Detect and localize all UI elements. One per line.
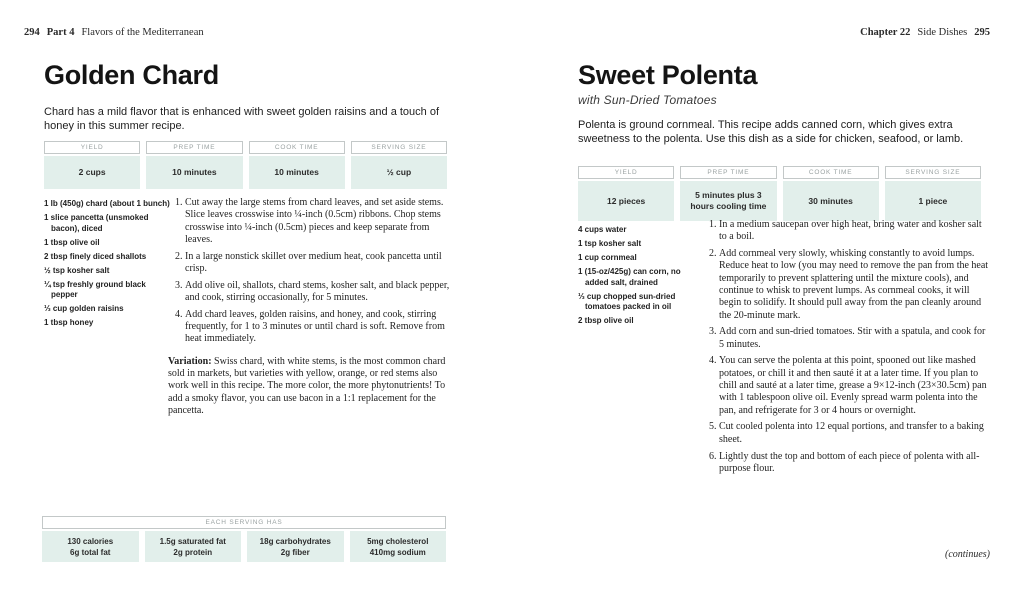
instructions-list-left	[168, 197, 456, 346]
recipe-subtitle: with Sun-Dried Tomatoes	[578, 93, 717, 107]
nutrition-value-1: 130 calories	[67, 536, 114, 546]
nutrition-value-2: 2g protein	[173, 547, 213, 557]
ingredient-item: 2 tbsp olive oil	[578, 316, 634, 325]
recipe-intro-left: Chard has a mild flavor that is enhanced with sweet golden raisins and a touch of honey in this summer recipe.	[44, 106, 440, 132]
nutrition-value-2: 410mg sodium	[369, 547, 426, 557]
info-box-label: SERVING SIZE	[885, 166, 981, 179]
nutrition-cell	[42, 531, 139, 562]
running-head-left	[24, 27, 204, 38]
nutrition-cells	[42, 531, 446, 562]
nutrition-value-2: 2g fiber	[280, 547, 310, 557]
recipe-title-golden-chard: Golden Chard	[44, 60, 219, 90]
instruction-step: 3. Add corn and sun-dried tomatoes. Stir with a spatula, and cook for 5 minutes.	[719, 326, 990, 351]
ingredient-item: 1 lb (450g) chard (about 1 bunch)	[44, 199, 170, 208]
instruction-step: 2. Add cornmeal very slowly, whisking constantly to avoid lumps. Reduce heat to low (you may need to remove the pan from the heat temporarily to prevent splattering until the mixture cools), and continue to whisk to prevent lumps. As cornmeal cooks, it will begin to solidify. It should pull away from the pan cleanly around the 20-minute mark.	[719, 248, 990, 322]
ingredient-item: 1 tbsp olive oil	[44, 237, 100, 247]
ingredient-item: ⅓ cup chopped sun-dried tomatoes packed in oil	[578, 291, 676, 311]
nutrition-value-1: 18g carbohydrates	[259, 536, 331, 546]
nutrition-cell	[145, 531, 242, 562]
ingredient-item: 1 tbsp honey	[44, 318, 94, 327]
info-box-value: 10 minutes	[249, 156, 345, 189]
instructions-left	[168, 197, 456, 417]
instructions-right	[702, 219, 990, 480]
variation-label: Variation:	[168, 355, 212, 367]
info-box	[578, 166, 674, 221]
ingredient-item: 1 tsp kosher salt	[578, 239, 642, 248]
info-box	[44, 141, 140, 189]
nutrition-cell	[247, 531, 344, 562]
info-box	[351, 141, 447, 189]
running-head-right	[860, 27, 990, 38]
info-box	[885, 166, 981, 221]
info-box-value: 5 minutes plus 3 hours cooling time	[680, 181, 776, 221]
info-box	[249, 141, 345, 189]
info-box-value: ½ cup	[351, 156, 447, 189]
chapter-label: Chapter 22	[860, 27, 911, 38]
recipe-title-text: Sweet Polenta	[578, 60, 758, 90]
nutrition-panel	[42, 516, 446, 562]
ingredients-list-right	[578, 225, 704, 330]
info-box	[783, 166, 879, 221]
nutrition-value-1: 1.5g saturated fat	[159, 536, 226, 546]
recipe-title-sweet-polenta	[578, 60, 757, 107]
nutrition-value-2: 6g total fat	[70, 547, 111, 557]
variation-note	[168, 356, 456, 417]
recipe-intro-right: Polenta is ground cornmeal. This recipe adds canned corn, which gives extra sweetness to the polenta. Use this dish as a side for chicken, seafood, or lamb.	[578, 119, 964, 145]
page-number-left: 294	[24, 27, 40, 38]
ingredient-item: ½ tsp kosher salt	[44, 265, 110, 275]
continues-marker: (continues)	[945, 549, 990, 560]
info-box-label: COOK TIME	[783, 166, 879, 179]
ingredient-item: ¼ tsp freshly ground black pepper	[44, 279, 146, 299]
nutrition-cell	[350, 531, 447, 562]
nutrition-header: EACH SERVING HAS	[42, 516, 446, 529]
ingredient-item: 2 tbsp finely diced shallots	[44, 251, 147, 261]
instruction-step: 5. Cut cooled polenta into 12 equal portions, and transfer to a baking sheet.	[719, 421, 990, 446]
ingredient-item: 4 cups water	[578, 225, 627, 234]
ingredient-item: ⅓ cup golden raisins	[44, 304, 124, 313]
info-box-value: 10 minutes	[146, 156, 242, 189]
nutrition-value-1: 5mg cholesterol	[367, 536, 429, 546]
info-box-label: PREP TIME	[680, 166, 776, 179]
info-box	[680, 166, 776, 221]
instruction-step: 4. Add chard leaves, golden raisins, and honey, and cook, stirring frequently, for 1 to 3 minutes or until chard is soft. Remove from heat immediately.	[185, 309, 456, 346]
page-number-right: 295	[974, 27, 990, 38]
instruction-step: 3. Add olive oil, shallots, chard stems, kosher salt, and black pepper, and cook, stirring occasionally, for 5 minutes.	[185, 280, 456, 305]
instruction-step: 1. In a medium saucepan over high heat, bring water and kosher salt to a boil.	[719, 219, 990, 244]
ingredient-item: 1 (15-oz/425g) can corn, no added salt, drained	[578, 267, 681, 287]
instruction-step: 1. Cut away the large stems from chard leaves, and set aside stems. Slice leaves crosswise into ¼-inch (0.5cm) ribbons. Chop stems crosswise into ¼-inch (0.5cm) pieces and keep separate from leaves.	[185, 197, 456, 246]
instruction-step: 2. In a large nonstick skillet over medium heat, cook pancetta until crisp.	[185, 251, 456, 276]
part-title: Flavors of the Mediterranean	[81, 27, 204, 38]
chapter-title: Side Dishes	[917, 27, 968, 38]
recipe-info-row-left	[44, 141, 447, 189]
info-box-label: COOK TIME	[249, 141, 345, 154]
recipe-info-row-right	[578, 166, 981, 221]
ingredient-item: 1 slice pancetta (unsmoked bacon), diced	[44, 213, 149, 233]
instruction-step: 4. You can serve the polenta at this point, spooned out like mashed potatoes, or chill it and then sauté it at a later time. If you plan to chill and sauté at a later time, grease a 9×12-inch (23×30.5cm) pan with 1 tablespoon olive oil. Evenly spread warm polenta into the pan, and refrigerate for 3 or 4 hours or overnight.	[719, 355, 990, 416]
ingredients-list-left	[44, 199, 170, 332]
info-box-value: 30 minutes	[783, 181, 879, 221]
instruction-step: 6. Lightly dust the top and bottom of each piece of polenta with all-purpose flour.	[719, 451, 990, 476]
instructions-list-right	[702, 219, 990, 475]
variation-text: Swiss chard, with white stems, is the most common chard sold in markets, but varieties with yellow, orange, or red stems also work well in this recipe. The more color, the more phytonutrients! To add a smoky flavor, you can use bacon in a 1:1 replacement for the pancetta.	[168, 355, 446, 416]
info-box-label: YIELD	[578, 166, 674, 179]
ingredient-item: 1 cup cornmeal	[578, 253, 637, 262]
info-box-label: YIELD	[44, 141, 140, 154]
info-box-value: 12 pieces	[578, 181, 674, 221]
info-box	[146, 141, 242, 189]
part-label: Part 4	[46, 27, 75, 38]
info-box-value: 2 cups	[44, 156, 140, 189]
info-box-label: SERVING SIZE	[351, 141, 447, 154]
info-box-label: PREP TIME	[146, 141, 242, 154]
info-box-value: 1 piece	[885, 181, 981, 221]
